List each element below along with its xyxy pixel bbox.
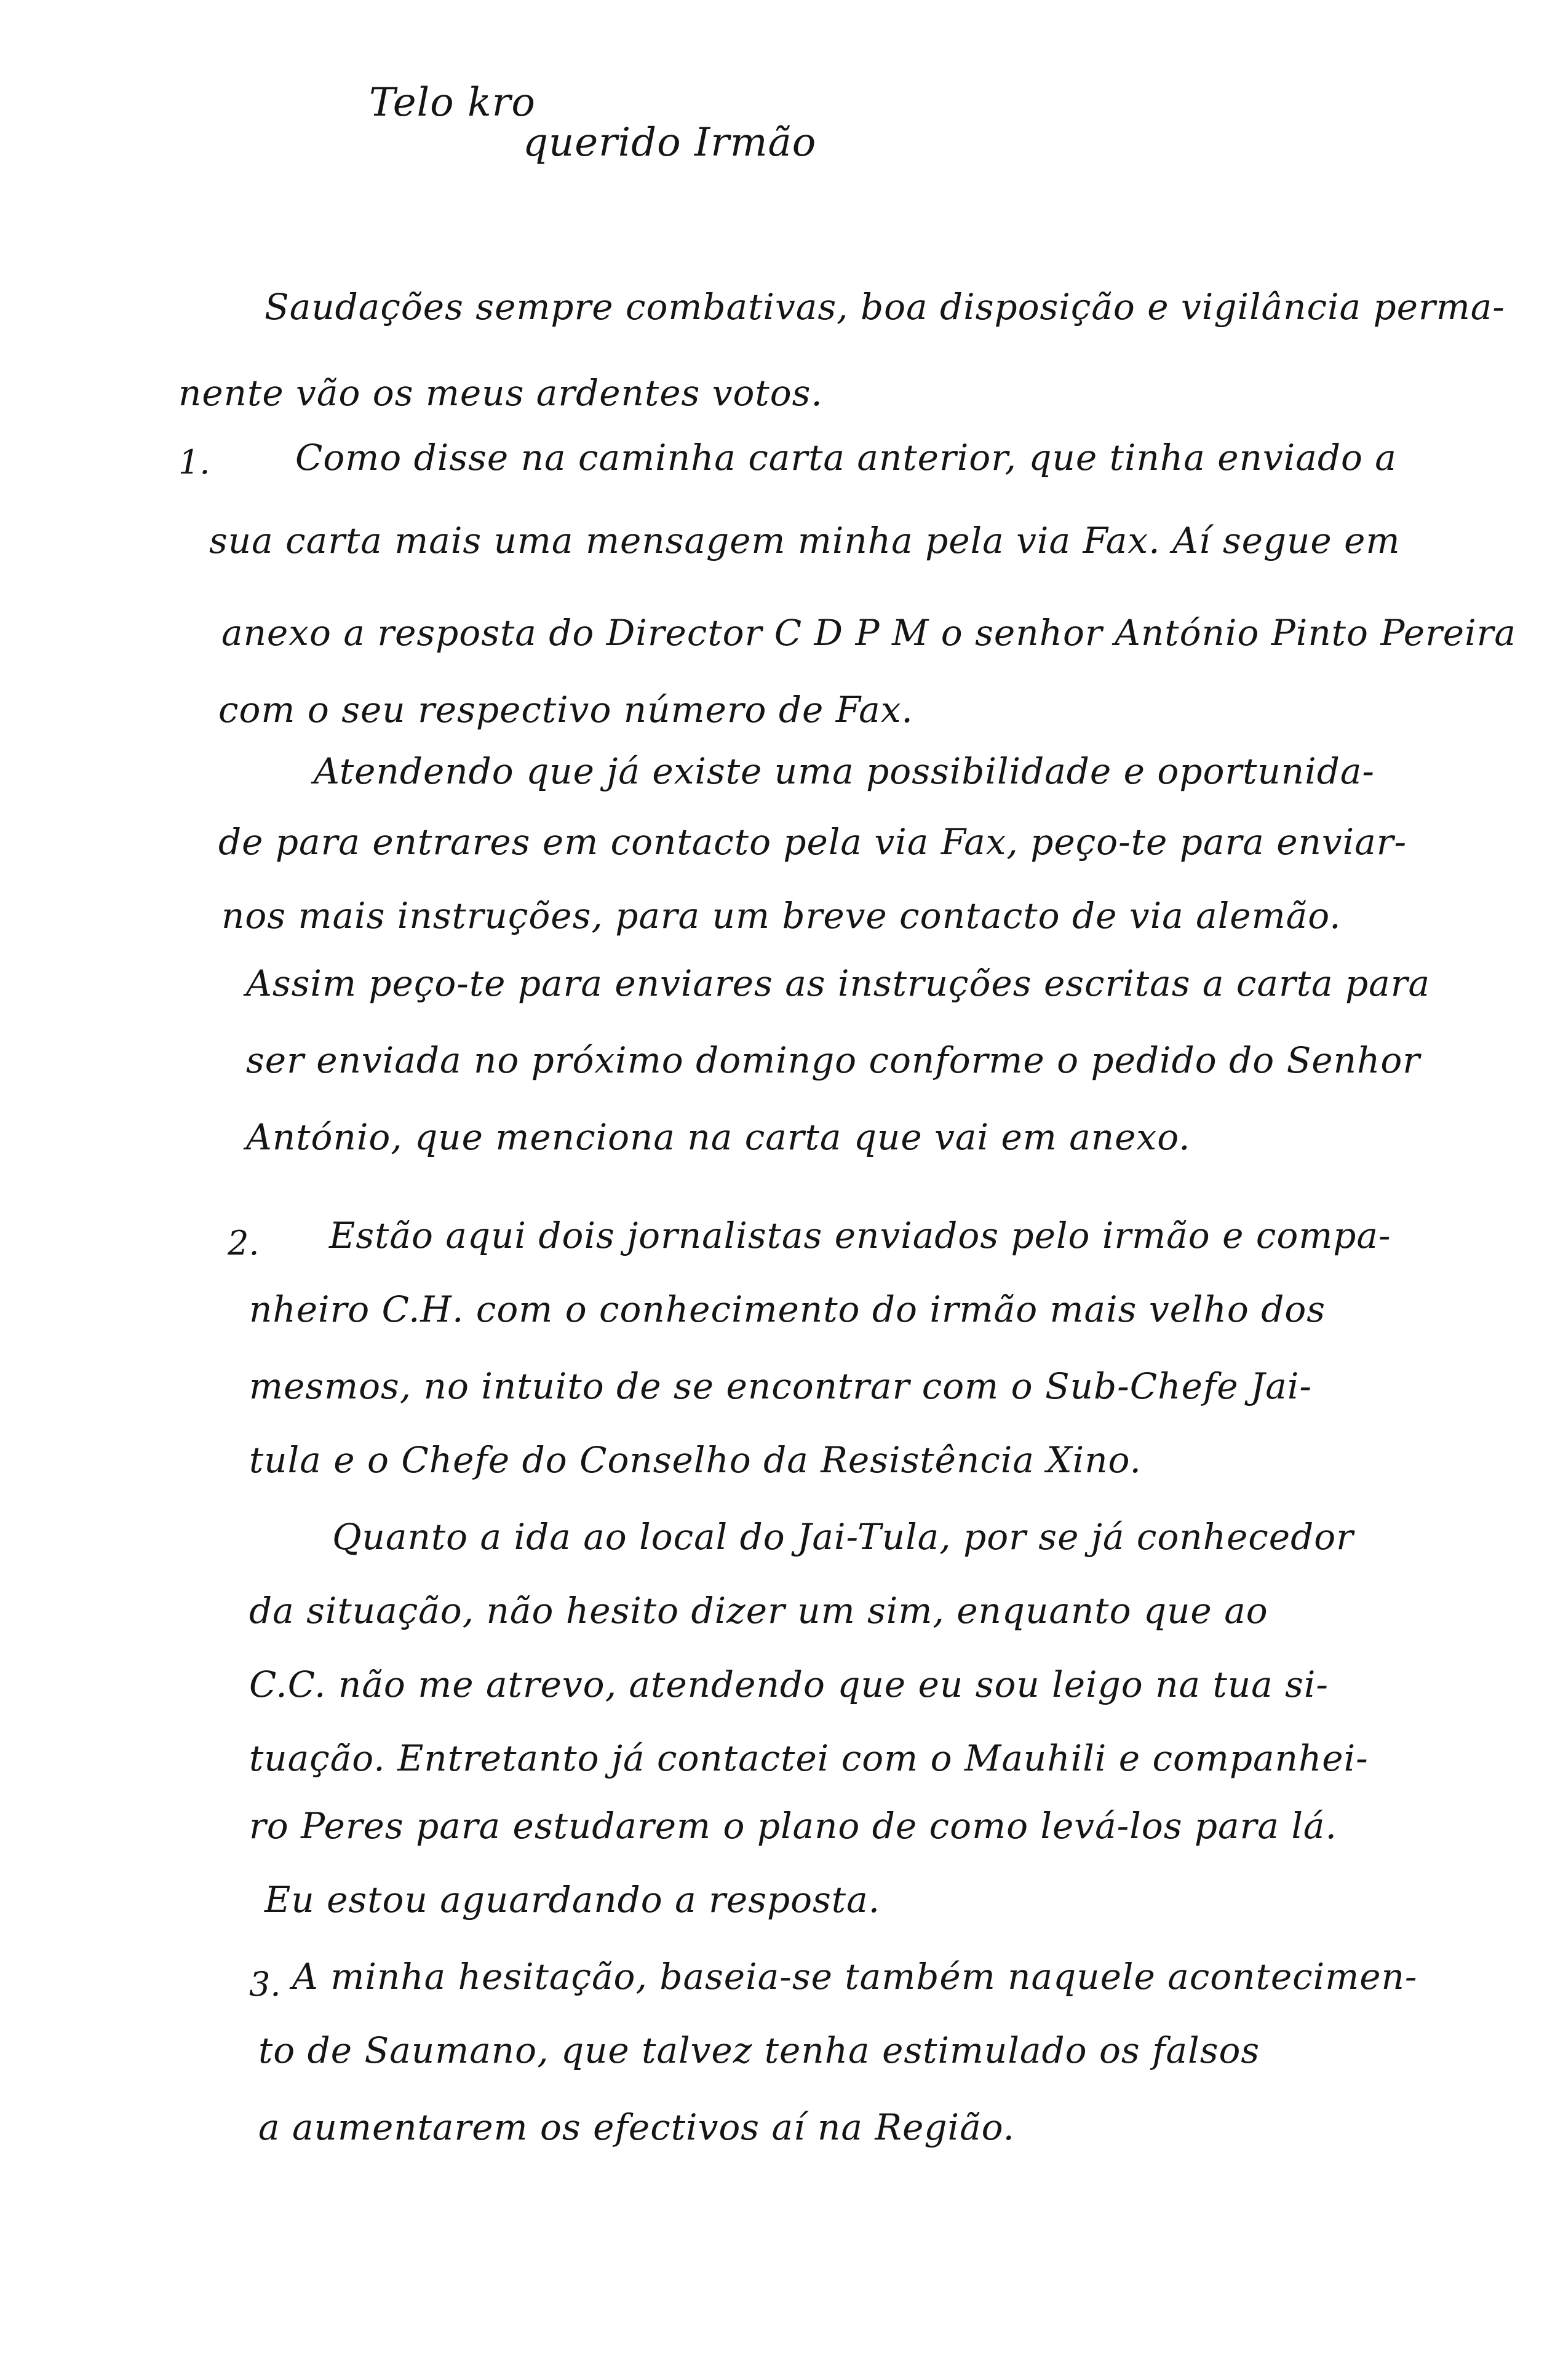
section-line: tuação. Entretanto já contactei com o Mauhili e companhei- — [249, 1737, 1369, 1779]
section-line: mesmos, no intuito de se encontrar com o Sub-Chefe Jai- — [249, 1365, 1313, 1407]
section-line: nos mais instruções, para um breve contacto de via alemão. — [221, 895, 1342, 937]
section-number: 2. — [228, 1224, 260, 1263]
section-line: António, que menciona na carta que vai em anexo. — [246, 1116, 1191, 1158]
section-number: 3. — [249, 1965, 281, 2004]
section-line: ser enviada no próximo domingo conforme o pedido do Senhor — [246, 1039, 1420, 1081]
section-line: de para entrares em contacto pela via Fax, peço-te para enviar- — [218, 821, 1407, 863]
section-line: da situação, não hesito dizer um sim, enquanto que ao — [249, 1590, 1268, 1632]
section-line: a aumentarem os efectivos aí na Região. — [258, 2106, 1015, 2148]
greeting-line: Saudações sempre combativas, boa disposição e vigilância perma- — [264, 286, 1505, 328]
section-line: tula e o Chefe do Conselho da Resistência Xino. — [249, 1439, 1142, 1481]
section-line: Quanto a ida ao local do Jai-Tula, por se já conhecedor — [332, 1516, 1354, 1558]
section-line: Como disse na caminha carta anterior, que tinha enviado a — [295, 437, 1397, 478]
section-line: Eu estou aguardando a resposta. — [264, 1879, 881, 1921]
section-line: C.C. não me atrevo, atendendo que eu sou leigo na tua si- — [249, 1664, 1329, 1705]
section-line: anexo a resposta do Director C D P M o senhor António Pinto Pereira — [221, 612, 1516, 654]
section-line: A minha hesitação, baseia-se também naquele acontecimen- — [292, 1956, 1418, 1997]
salutation-line-2: querido Irmão — [523, 120, 817, 165]
section-line: nheiro C.H. com o conhecimento do irmão mais velho dos — [249, 1288, 1326, 1330]
section-line: Estão aqui dois jornalistas enviados pelo irmão e compa- — [329, 1215, 1391, 1256]
section-line: Assim peço-te para enviares as instruções escritas a carta para — [246, 962, 1431, 1004]
salutation-line-1: Telo kro — [369, 80, 536, 125]
greeting-line: nente vão os meus ardentes votos. — [178, 372, 823, 414]
section-line: Atendendo que já existe uma possibilidade e oportunida- — [314, 750, 1375, 792]
section-line: sua carta mais uma mensagem minha pela via Fax. Aí segue em — [209, 520, 1401, 561]
section-line: to de Saumano, que talvez tenha estimulado os falsos — [258, 2029, 1260, 2071]
section-line: ro Peres para estudarem o plano de como levá-los para lá. — [249, 1805, 1337, 1847]
section-line: com o seu respectivo número de Fax. — [218, 689, 913, 731]
section-number: 1. — [178, 443, 210, 482]
